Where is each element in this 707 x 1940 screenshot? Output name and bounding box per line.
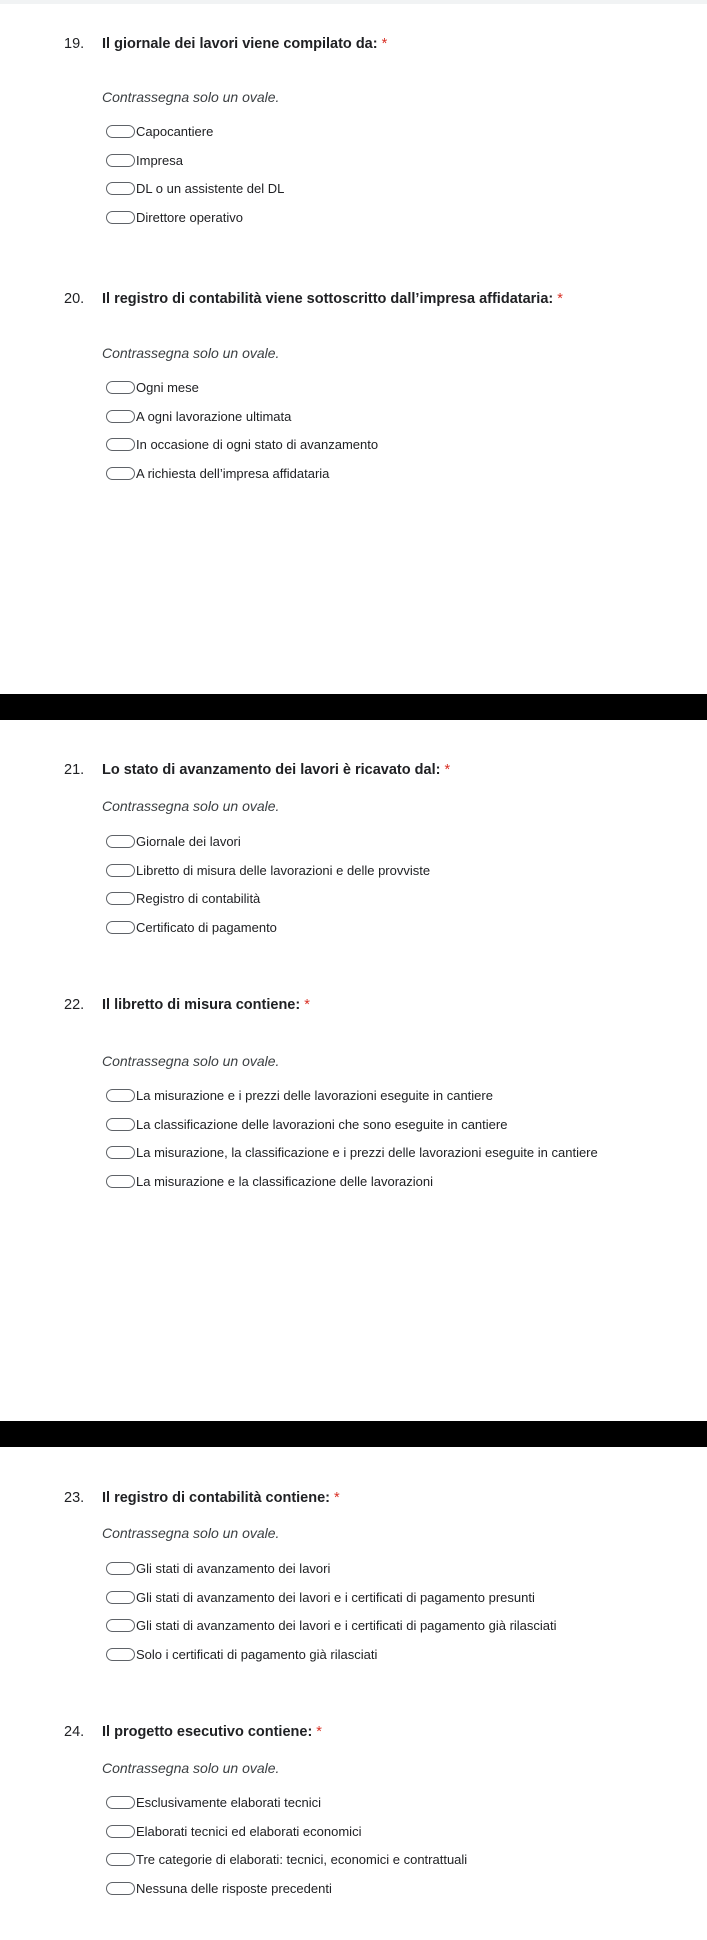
option-misurazione-classificazione[interactable] <box>106 1174 598 1203</box>
option-solo-certificati[interactable] <box>106 1647 557 1676</box>
options-group <box>106 1088 598 1202</box>
radio-oval[interactable] <box>106 921 135 934</box>
radio-oval[interactable] <box>106 1619 135 1632</box>
question-title: Il progetto esecutivo contiene: * <box>102 1724 322 1740</box>
option-certificato-pagamento[interactable] <box>106 920 430 949</box>
question-title: Il registro di contabilità contiene: * <box>102 1490 340 1506</box>
question-24 <box>0 1724 707 1896</box>
radio-oval[interactable] <box>106 1853 135 1866</box>
question-title: Il giornale dei lavori viene compilato da: * <box>102 36 388 52</box>
question-instruction: Contrassegna solo un ovale. <box>102 345 280 361</box>
question-title: Il registro di contabilità viene sottoscritto dall’impresa affidataria: * <box>102 291 563 307</box>
option-label: Solo i certificati di pagamento già rilasciati <box>136 1646 378 1662</box>
option-ogni-lavorazione[interactable] <box>106 409 378 438</box>
radio-oval[interactable] <box>106 1648 135 1661</box>
radio-oval[interactable] <box>106 1796 135 1809</box>
radio-oval[interactable] <box>106 1146 135 1159</box>
option-label: Gli stati di avanzamento dei lavori e i certificati di pagamento già rilasciati <box>136 1618 557 1633</box>
question-header <box>0 1724 707 1744</box>
radio-oval[interactable] <box>106 835 135 848</box>
option-libretto-misura[interactable] <box>106 863 430 892</box>
required-marker: * <box>444 762 451 778</box>
radio-oval[interactable] <box>106 1175 135 1188</box>
page-break <box>0 694 707 720</box>
option-tre-categorie[interactable] <box>106 1852 467 1881</box>
required-marker: * <box>557 291 563 307</box>
option-label: Ogni mese <box>136 380 199 395</box>
options-group <box>106 380 378 494</box>
question-number: 19. <box>64 36 85 52</box>
radio-oval[interactable] <box>106 1118 135 1131</box>
option-classificazione[interactable] <box>106 1117 598 1146</box>
option-certificati-presunti[interactable] <box>106 1590 557 1619</box>
option-ogni-mese[interactable] <box>106 380 378 409</box>
radio-oval[interactable] <box>106 381 135 394</box>
option-label: Elaborati tecnici ed elaborati economici <box>136 1823 362 1839</box>
option-esclusivamente-tecnici[interactable] <box>106 1795 467 1824</box>
option-certificati-rilasciati[interactable] <box>106 1618 557 1647</box>
question-22 <box>0 997 707 1189</box>
option-label: Certificato di pagamento <box>136 919 277 935</box>
question-20 <box>0 291 707 481</box>
options-group <box>106 1795 467 1909</box>
option-misurazione-classificazione-prezzi[interactable] <box>106 1145 598 1174</box>
question-instruction: Contrassegna solo un ovale. <box>102 1525 280 1541</box>
option-dl-assistente[interactable] <box>106 181 284 210</box>
option-label: Registro di contabilità <box>136 891 261 906</box>
option-label: A richiesta dell’impresa affidataria <box>136 465 330 481</box>
question-number: 22. <box>64 997 85 1013</box>
question-number: 20. <box>64 291 85 307</box>
question-23 <box>0 1490 707 1662</box>
option-label: A ogni lavorazione ultimata <box>136 408 292 424</box>
option-label: Esclusivamente elaborati tecnici <box>136 1795 321 1810</box>
option-impresa[interactable] <box>106 153 284 182</box>
radio-oval[interactable] <box>106 1882 135 1895</box>
radio-oval[interactable] <box>106 1825 135 1838</box>
option-giornale-lavori[interactable] <box>106 834 430 863</box>
option-label: Tre categorie di elaborati: tecnici, economici e contrattuali <box>136 1852 468 1867</box>
question-title: Lo stato di avanzamento dei lavori è ricavato dal: * <box>102 762 451 778</box>
question-number: 23. <box>64 1490 85 1506</box>
radio-oval[interactable] <box>106 154 135 167</box>
question-header <box>0 997 707 1017</box>
option-richiesta-impresa[interactable] <box>106 466 378 495</box>
question-19 <box>0 36 707 225</box>
question-title: Il libretto di misura contiene: * <box>102 997 310 1013</box>
options-group <box>106 834 430 948</box>
option-misurazione-prezzi[interactable] <box>106 1088 598 1117</box>
radio-oval[interactable] <box>106 410 135 423</box>
option-label: Capocantiere <box>136 124 214 139</box>
option-stato-avanzamento[interactable] <box>106 437 378 466</box>
option-label: La misurazione e i prezzi delle lavorazioni eseguite in cantiere <box>136 1088 493 1103</box>
option-capocantiere[interactable] <box>106 124 284 153</box>
radio-oval[interactable] <box>106 1562 135 1575</box>
option-label: La misurazione e la classificazione delle lavorazioni <box>136 1173 433 1189</box>
required-marker: * <box>334 1490 340 1506</box>
option-label: In occasione di ogni stato di avanzamento <box>136 437 379 452</box>
option-label: DL o un assistente del DL <box>136 181 285 196</box>
radio-oval[interactable] <box>106 182 135 195</box>
option-label: Gli stati di avanzamento dei lavori <box>136 1561 331 1576</box>
question-instruction: Contrassegna solo un ovale. <box>102 1760 280 1776</box>
option-label: Libretto di misura delle lavorazioni e delle provviste <box>136 862 431 878</box>
question-instruction: Contrassegna solo un ovale. <box>102 89 280 105</box>
option-label: Nessuna delle risposte precedenti <box>136 1880 332 1896</box>
option-label: La classificazione delle lavorazioni che sono eseguite in cantiere <box>136 1116 508 1132</box>
option-label: La misurazione, la classificazione e i prezzi delle lavorazioni eseguite in cantiere <box>136 1145 598 1160</box>
option-label: Gli stati di avanzamento dei lavori e i certificati di pagamento presunti <box>136 1589 535 1605</box>
option-stati-avanzamento[interactable] <box>106 1561 557 1590</box>
top-divider <box>0 0 707 4</box>
option-direttore-operativo[interactable] <box>106 210 284 239</box>
radio-oval[interactable] <box>106 864 135 877</box>
question-header <box>0 36 707 56</box>
options-group <box>106 1561 557 1675</box>
option-label: Impresa <box>136 152 183 168</box>
radio-oval[interactable] <box>106 1591 135 1604</box>
required-marker: * <box>304 997 310 1013</box>
option-tecnici-economici[interactable] <box>106 1824 467 1853</box>
page-break <box>0 1421 707 1447</box>
required-marker: * <box>316 1724 322 1740</box>
question-number: 24. <box>64 1724 85 1740</box>
options-group <box>106 124 284 238</box>
question-instruction: Contrassegna solo un ovale. <box>102 1053 280 1069</box>
question-number: 21. <box>64 762 85 778</box>
radio-oval[interactable] <box>106 1089 135 1102</box>
radio-oval[interactable] <box>106 438 135 451</box>
question-21 <box>0 762 707 935</box>
question-instruction: Contrassegna solo un ovale. <box>102 798 280 814</box>
option-registro-contabilita[interactable] <box>106 891 430 920</box>
radio-oval[interactable] <box>106 892 135 905</box>
radio-oval[interactable] <box>106 211 135 224</box>
question-header <box>0 291 707 311</box>
option-label: Giornale dei lavori <box>136 834 241 849</box>
radio-oval[interactable] <box>106 125 135 138</box>
question-header <box>0 1490 707 1510</box>
option-nessuna[interactable] <box>106 1881 467 1910</box>
required-marker: * <box>381 36 388 52</box>
option-label: Direttore operativo <box>136 209 243 225</box>
question-header <box>0 762 707 782</box>
radio-oval[interactable] <box>106 467 135 480</box>
